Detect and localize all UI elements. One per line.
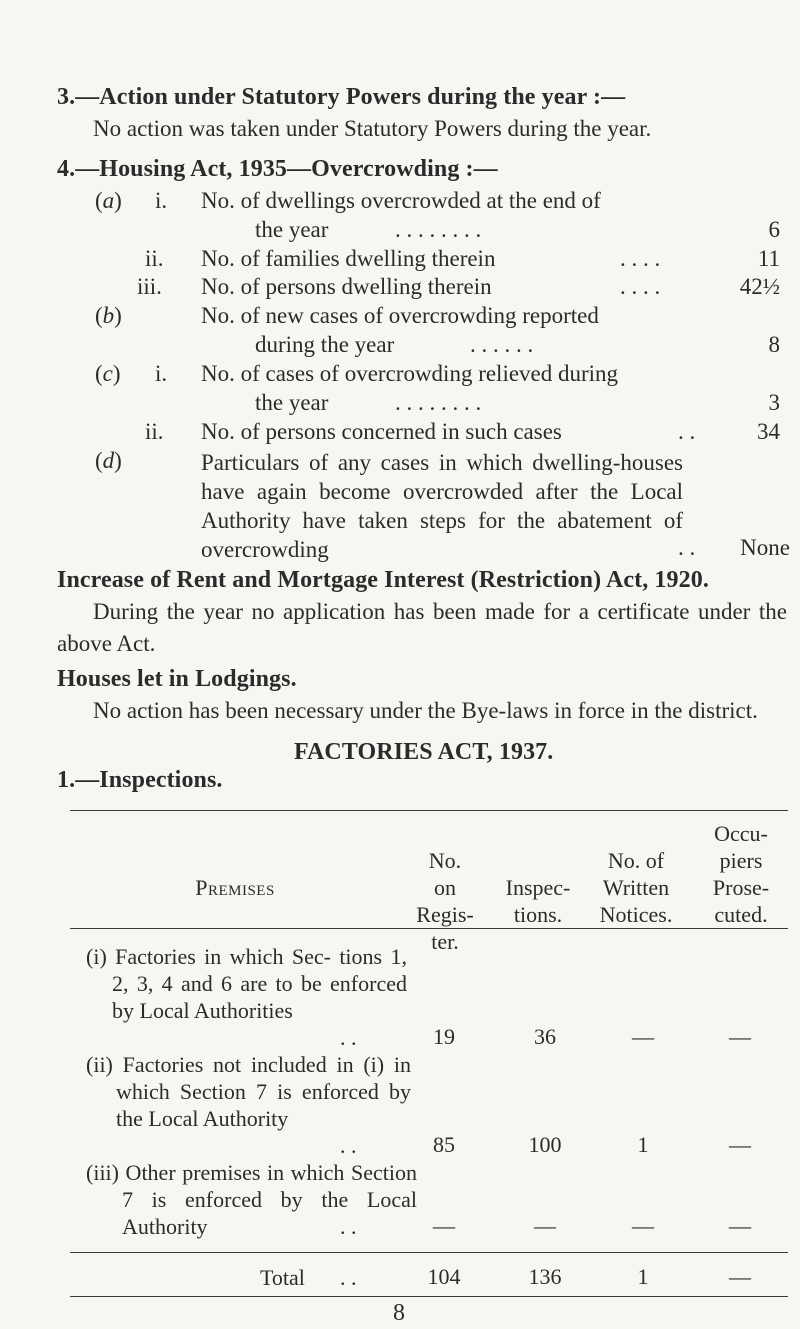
item-value: None [740,535,790,560]
lodgings-heading: Houses let in Lodgings. [57,666,297,692]
total-prosecuted: — [729,1264,751,1289]
col-header-inspections: Inspec- tions. [505,875,571,927]
section-3-heading: 3.—Action under Statutory Powers during the year :— [57,84,626,110]
col-header-registered: No. on Regis- ter. [416,848,474,954]
total-inspections: 136 [528,1264,562,1289]
table-header-rule [70,928,788,929]
cell-inspections: 36 [534,1024,556,1049]
col-header-premises: Premises [195,875,275,900]
inspections-subheading: 1.—Inspections. [57,767,223,793]
item-letter: (a) [95,188,122,213]
item-letter: (c) [95,361,121,386]
lodgings-text: No action has been necessary under the Bye-laws in force in the district. [93,698,758,723]
col-header-notices: No. of Written Notices. [599,848,673,927]
leader-dots: . . . . . . . . [395,217,482,242]
leader-dots: . . [340,1025,357,1050]
table-bottom-rule [70,1296,788,1297]
item-roman: ii. [145,246,164,271]
item-value: 3 [768,390,780,415]
item-text-cont: the year [255,390,329,415]
item-roman: iii. [137,274,162,299]
table-row-label: (i) Factories in which Sec- tions 1, 2, 3, 4 and 6 are to be enforced by Local Authorities [86,944,407,1023]
leader-dots: . . . . . . . . [395,390,482,415]
leader-dots: . . [678,535,696,560]
cell-prosecuted: — [729,1213,751,1238]
cell-registered: — [433,1213,455,1238]
item-value: 8 [768,332,780,357]
cell-prosecuted: — [729,1024,751,1049]
item-text-cont: during the year [255,332,395,357]
section-4-heading: 4.—Housing Act, 1935—Overcrowding :— [57,156,498,182]
cell-notices: — [632,1024,654,1049]
factories-heading: FACTORIES ACT, 1937. [294,739,554,765]
cell-registered: 85 [433,1132,455,1157]
item-roman: ii. [145,419,164,444]
table-top-rule [70,810,788,811]
item-text-cont: the year [255,217,329,242]
leader-dots: . . . . [620,246,661,271]
total-registered: 104 [427,1264,461,1289]
leader-dots: . . [340,1265,357,1290]
rent-act-heading: Increase of Rent and Mortgage Interest (Restriction) Act, 1920. [57,567,709,593]
cell-inspections: — [534,1213,556,1238]
page-number: 8 [393,1300,405,1326]
table-total-rule [70,1252,788,1253]
item-text: No. of new cases of overcrowding reported [201,303,599,328]
total-notices: 1 [637,1264,649,1289]
leader-dots: . . [678,419,696,444]
item-text: No. of families dwelling therein [201,246,496,271]
item-letter: (b) [95,303,122,328]
cell-inspections: 100 [528,1132,562,1157]
cell-notices: — [632,1213,654,1238]
cell-registered: 19 [433,1024,455,1049]
table-row-label: (ii) Factories not included in (i) in which Section 7 is enforced by the Local Authority [86,1052,411,1131]
leader-dots: . . [340,1214,357,1239]
leader-dots: . . . . [620,274,661,299]
cell-prosecuted: — [729,1132,751,1157]
item-roman: i. [155,188,168,213]
item-value: 6 [768,217,780,242]
item-text: No. of persons concerned in such cases [201,419,562,444]
cell-notices: 1 [637,1132,649,1157]
item-text: No. of persons dwelling therein [201,274,492,299]
item-text: No. of cases of overcrowding relieved during [201,361,619,386]
table-row-label: (iii) Other premises in which Section 7 is enforced by the Local Authority [86,1160,417,1239]
section-3-text: No action was taken under Statutory Powers during the year. [93,116,652,141]
leader-dots: . . . . . . [470,332,534,357]
item-letter: (d) [95,448,122,473]
item-text: Particulars of any cases in which dwelling-houses have again become overcrowded after the Local Authority have taken steps for the abatement of overcrowding [201,450,683,562]
item-text: No. of dwellings overcrowded at the end of [201,188,601,213]
item-value: 11 [757,246,780,271]
total-label: Total [260,1265,305,1290]
item-value: 34 [757,419,780,444]
rent-act-text: During the year no application has been made for a certificate under the above Act. [57,599,787,656]
item-value: 42½ [739,274,780,299]
col-header-prosecuted: Occu- piers Prose- cuted. [712,821,770,927]
leader-dots: . . [340,1133,357,1158]
item-roman: i. [155,361,168,386]
